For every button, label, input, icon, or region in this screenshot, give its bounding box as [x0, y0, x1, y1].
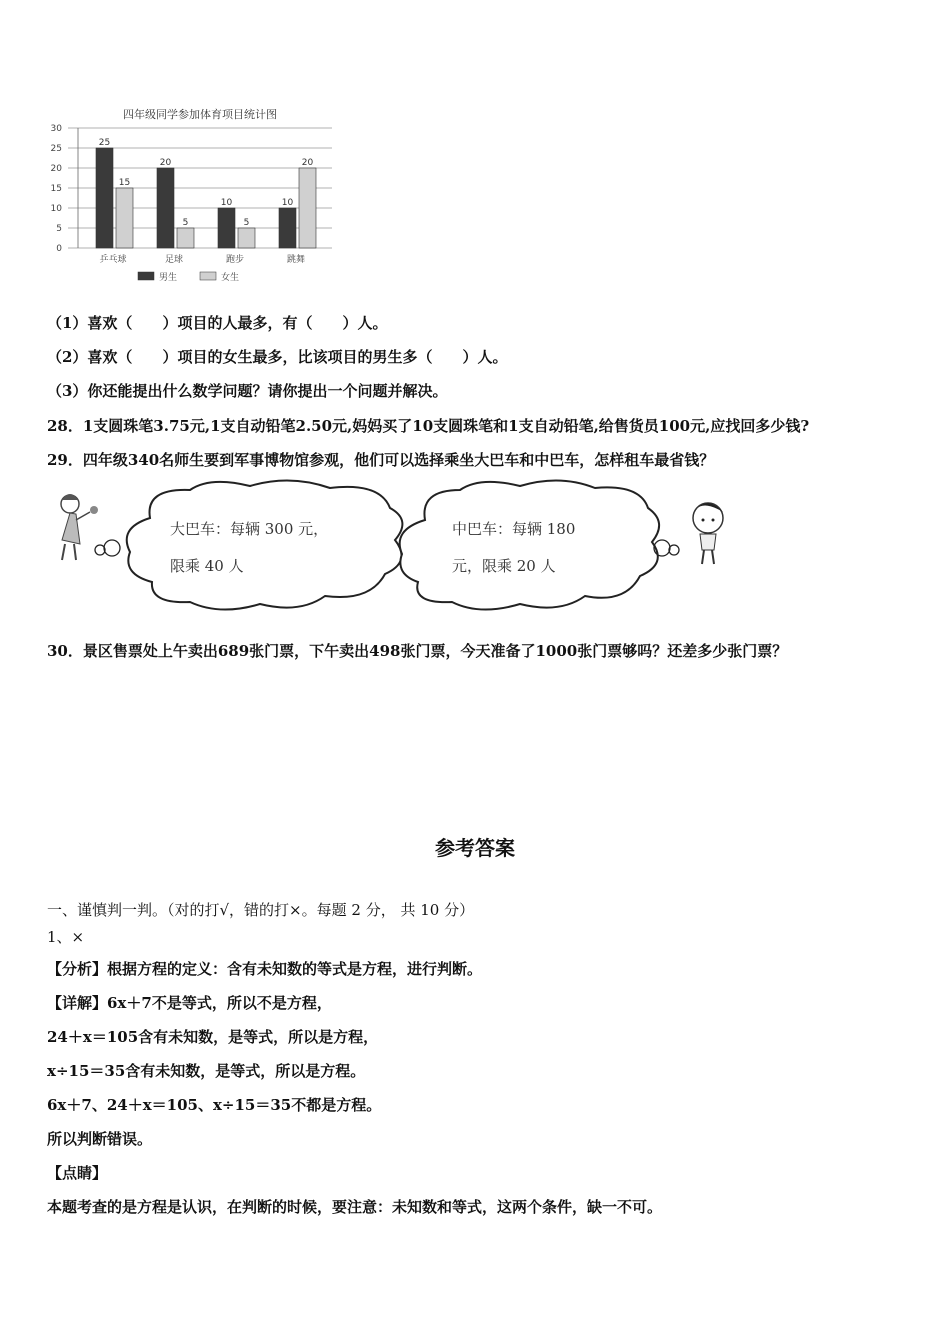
y-tick-label: 5 — [56, 224, 62, 234]
bar — [177, 228, 194, 248]
bar-value-label: 10 — [220, 198, 233, 208]
legend-label: 男生 — [159, 273, 178, 283]
bar-value-label: 5 — [182, 218, 189, 228]
bar-chart — [40, 100, 340, 290]
bus-price-illustration — [40, 478, 760, 618]
bar — [218, 208, 235, 248]
y-tick-label: 0 — [56, 244, 62, 254]
chart-title: 四年级同学参加体育项目统计图 — [123, 108, 277, 121]
legend-swatch — [200, 272, 216, 280]
answer-line-a: 24＋x＝105含有未知数，是等式，所以是方程， — [47, 1028, 379, 1046]
bar-value-label: 10 — [281, 198, 294, 208]
bubble2-line2: 元，限乘 20 人 — [452, 557, 556, 575]
answer-remark: 本题考查的是方程是认识，在判断的时候，要注意：未知数和等式，这两个条件，缺一不可。 — [47, 1198, 663, 1216]
bar-value-label: 20 — [301, 158, 314, 168]
bar-value-label: 20 — [159, 158, 172, 168]
bubble2-line1: 中巴车：每辆 180 — [452, 520, 576, 538]
bubble1-line2: 限乘 40 人 — [170, 557, 244, 575]
bar — [279, 208, 296, 248]
bar-value-label: 25 — [98, 138, 111, 148]
category-label: 足球 — [164, 255, 184, 265]
answer-remark-label: 【点睛】 — [47, 1164, 108, 1182]
legend-swatch — [138, 272, 154, 280]
answer-line-d: 所以判断错误。 — [47, 1130, 153, 1148]
category-label: 跑步 — [225, 255, 245, 265]
boy-figure — [693, 503, 723, 564]
q30-text: 30．景区售票处上午卖出689张门票，下午卖出498张门票，今天准备了1000张门票够吗？还差多少张门票？ — [47, 642, 788, 660]
bubble1-line1: 大巴车：每辆 300 元， — [170, 520, 329, 538]
y-tick-label: 30 — [50, 124, 62, 134]
y-tick-label: 20 — [50, 164, 62, 174]
bar — [238, 228, 255, 248]
bar — [96, 148, 113, 248]
q29-text: 29．四年级340名师生要到军事博物馆参观，他们可以选择乘坐大巴车和中巴车，怎样租车最省钱？ — [47, 451, 715, 469]
q27-sub2: （2）喜欢（ ）项目的女生最多，比该项目的男生多（ ）人。 — [47, 348, 508, 366]
bar — [157, 168, 174, 248]
bar-value-label: 5 — [243, 218, 250, 228]
bubble-large-bus — [127, 480, 403, 609]
bar-value-label: 15 — [118, 178, 131, 188]
bubble-medium-bus — [400, 480, 659, 609]
answer-line-c: 6x＋7、24＋x＝105、x÷15＝35不都是方程。 — [47, 1096, 382, 1114]
answer-item1: 1、× — [47, 928, 85, 946]
answer-section1: 一、谨慎判一判。（对的打√，错的打×。每题 2 分， 共 10 分） — [47, 901, 475, 919]
y-tick-label: 25 — [50, 144, 62, 154]
answer-detail: 【详解】6x＋7不是等式，所以不是方程， — [47, 994, 332, 1012]
q28-text: 28．1支圆珠笔3.75元,1支自动铅笔2.50元,妈妈买了10支圆珠笔和1支自动铅笔,给售货员100元,应找回多少钱? — [47, 417, 810, 435]
category-label: 跳舞 — [286, 255, 306, 265]
bar — [299, 168, 316, 248]
y-tick-label: 10 — [50, 204, 62, 214]
answer-analysis: 【分析】根据方程的定义：含有未知数的等式是方程，进行判断。 — [47, 960, 483, 978]
answer-title: 参考答案 — [435, 836, 515, 860]
bar — [116, 188, 133, 248]
answer-line-b: x÷15＝35含有未知数，是等式，所以是方程。 — [47, 1062, 366, 1080]
q27-sub3: （3）你还能提出什么数学问题？请你提出一个问题并解决。 — [47, 382, 448, 400]
girl-figure — [61, 494, 98, 560]
category-label: 乒乓球 — [99, 255, 127, 265]
q27-sub1: （1）喜欢（ ）项目的人最多，有（ ）人。 — [47, 314, 388, 332]
legend-label: 女生 — [221, 273, 240, 283]
y-tick-label: 15 — [50, 184, 62, 194]
